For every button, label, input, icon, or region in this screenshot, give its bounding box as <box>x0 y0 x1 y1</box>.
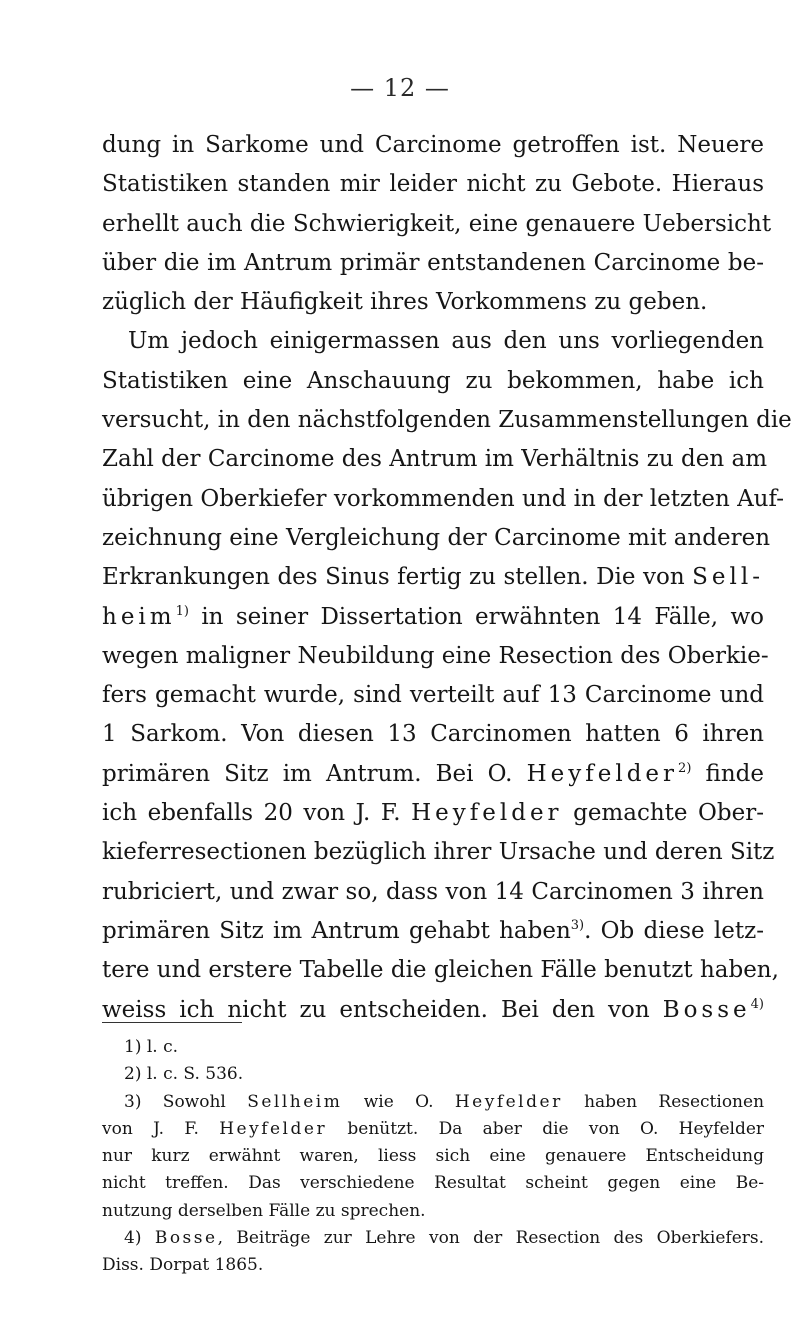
body-line: tere und erstere Tabelle die gleichen Fälle benutzt haben, <box>102 957 779 984</box>
body-line: rubriciert, und zwar so, dass von 14 Carcinomen 3 ihren <box>102 878 764 905</box>
footnote-line <box>102 1116 764 1143</box>
body-line: erhellt auch die Schwierigkeit, eine genauere Uebersicht <box>102 210 772 237</box>
footnote-segment: 3) Sowohl <box>124 1091 226 1112</box>
body-line: Zahl der Carcinome des Antrum im Verhältnis zu den am <box>102 446 768 473</box>
body-line <box>102 598 764 637</box>
body-line: wegen maligner Neubildung eine Resection des Oberkie- <box>102 642 769 669</box>
body-line: züglich der Häufigkeit ihres Vorkommens zu geben. <box>102 289 708 316</box>
body-line <box>102 912 764 951</box>
footnote-ref: 4) <box>750 996 764 1012</box>
body-line: kieferresectionen bezüglich ihrer Ursache und deren Sitz <box>102 839 775 866</box>
body-line: versucht, in den nächstfolgenden Zusammenstellungen die <box>102 407 792 434</box>
body-line: zeichnung eine Vergleichung der Carcinome mit anderen <box>102 524 771 551</box>
footnote-line: nutzung derselben Fälle zu sprechen. <box>102 1200 426 1221</box>
body-line <box>102 755 764 794</box>
author-name-heyfelder: Heyfelder <box>454 1091 563 1112</box>
footnote-line: Diss. Dorpat 1865. <box>102 1255 264 1276</box>
page-number: — 12 — <box>350 74 450 102</box>
footnote-line: 2) l. c. S. 536. <box>124 1064 244 1085</box>
footnote-segment: wie O. <box>363 1091 434 1112</box>
footnote-ref: 3) <box>570 917 585 933</box>
body-text-segment: weiss ich nicht zu entscheiden. Bei den von <box>102 996 650 1023</box>
footnote-line: 1) l. c. <box>124 1037 179 1057</box>
body-line: fers gemacht wurde, sind verteilt auf 13 Carcinome und <box>102 682 764 709</box>
author-name-heyfelder: Heyfelder <box>526 760 679 787</box>
body-line: über die im Antrum primär entstandenen Carcinome be- <box>102 249 764 276</box>
footnote-line <box>102 1225 764 1252</box>
footnote-ref: 1) <box>175 603 189 619</box>
body-text-segment: finde <box>705 760 764 787</box>
body-text-segment: in seiner Dissertation erwähnten 14 Fälle, wo <box>201 603 765 630</box>
author-name-heyfelder: Heyfelder <box>219 1118 328 1139</box>
body-line: Statistiken standen mir leider nicht zu Gebote. Hieraus <box>102 171 764 198</box>
body-line: dung in Sarkome und Carcinome getroffen ist. Neuere <box>102 132 764 158</box>
footnote-line <box>102 1089 764 1116</box>
body-line: übrigen Oberkiefer vorkommenden und in der letzten Auf- <box>102 485 784 512</box>
body-text-segment: primären Sitz im Antrum. Bei O. <box>102 760 513 787</box>
author-name-sellheim: Sell- <box>692 564 764 591</box>
body-text-segment: Erkrankungen des Sinus fertig zu stellen. Die von <box>102 564 685 591</box>
body-text-segment: . Ob diese letz- <box>584 917 764 944</box>
body-line <box>102 991 764 1030</box>
footnote-line: nicht treffen. Das verschiedene Resultat scheint gegen eine Be- <box>102 1173 764 1194</box>
footnote-segment: , Beiträge zur Lehre von der Resection des Oberkiefers. <box>217 1228 765 1249</box>
footnote-divider <box>102 1022 242 1023</box>
body-text-segment: gemachte Ober- <box>573 800 764 827</box>
author-name-heyfelder: Heyfelder <box>411 800 563 827</box>
body-line: 1 Sarkom. Von diesen 13 Carcinomen hatten 6 ihren <box>102 721 764 748</box>
author-name-bosse: Bosse <box>154 1228 218 1249</box>
footnote-segment: 4) <box>124 1228 142 1249</box>
body-line: Statistiken eine Anschauung zu bekommen, habe ich <box>102 367 764 394</box>
body-text-segment: ich ebenfalls 20 von J. F. <box>102 800 401 827</box>
body-text <box>102 126 792 1030</box>
author-name-sellheim: heim <box>102 603 176 630</box>
body-line <box>102 794 764 833</box>
body-text-segment: primären Sitz im Antrum gehabt haben <box>102 917 571 944</box>
footnote-segment: haben Resectionen <box>584 1091 765 1112</box>
footnotes <box>102 1034 764 1280</box>
footnote-ref: 2) <box>678 760 692 776</box>
body-line <box>102 558 764 597</box>
footnote-segment: von J. F. <box>102 1118 199 1139</box>
author-name-sellheim: Sellheim <box>247 1091 343 1112</box>
body-line: Um jedoch einigermassen aus den uns vorliegenden <box>128 328 764 355</box>
footnote-line: nur kurz erwähnt waren, liess sich eine genauere Entscheidung <box>102 1146 764 1167</box>
author-name-bosse: Bosse <box>662 996 751 1023</box>
footnote-segment: benützt. Da aber die von O. Heyfelder <box>347 1118 765 1139</box>
